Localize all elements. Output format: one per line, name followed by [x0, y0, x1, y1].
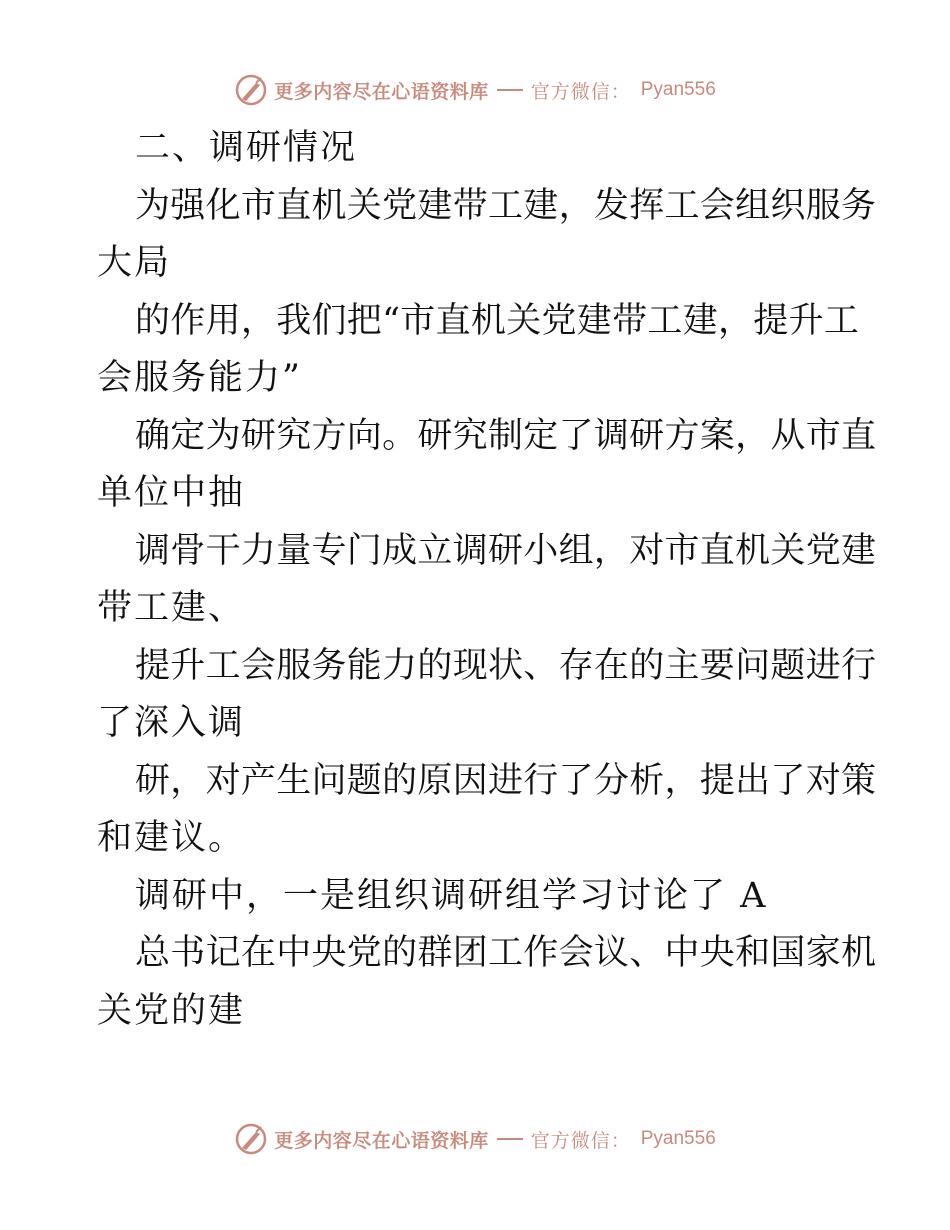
banner-official-label: 官方微信：	[530, 80, 631, 103]
header-banner	[0, 70, 950, 110]
text-line: 调骨干力量专门成立调研小组，对市直机关党建	[135, 530, 877, 571]
text-line: 带工建、	[97, 588, 246, 628]
banner-handle: Pyan556	[640, 1128, 716, 1149]
text-line: 的作用，我们把“市直机关党建带工建，提升工	[135, 300, 860, 341]
text-line: 研，对产生问题的原因进行了分析，提出了对策	[135, 760, 877, 801]
banner-text: 更多内容尽在心语资料库	[274, 1129, 489, 1152]
text-line: 为强化市直机关党建带工建，发挥工会组织服务	[135, 185, 877, 226]
text-line: 确定为研究方向。研究制定了调研方案，从市直	[135, 415, 877, 456]
banner-text: 更多内容尽在心语资料库	[274, 80, 489, 103]
section-heading: 二、调研情况	[135, 128, 358, 168]
text-line: 单位中抽	[97, 473, 246, 513]
text-line: 关党的建	[97, 990, 246, 1031]
text-line: 提升工会服务能力的现状、存在的主要问题进行	[135, 645, 877, 686]
document-body	[97, 120, 877, 1040]
banner-separator	[497, 1138, 523, 1140]
text-line: 调研中，一是组织调研组学习讨论了 A	[135, 875, 768, 916]
text-line: 大局	[97, 243, 172, 283]
text-line: 和建议。	[97, 818, 246, 858]
banner-handle: Pyan556	[640, 79, 716, 100]
banner-official-label: 官方微信：	[530, 1129, 631, 1152]
quill-pen-icon	[234, 73, 268, 107]
text-line: 总书记在中央党的群团工作会议、中央和国家机	[135, 933, 877, 973]
quill-pen-icon	[234, 1122, 268, 1156]
footer-banner	[0, 1119, 950, 1159]
text-line: 了深入调	[97, 703, 246, 743]
banner-separator	[497, 89, 523, 91]
text-line: 会服务能力”	[97, 358, 302, 398]
